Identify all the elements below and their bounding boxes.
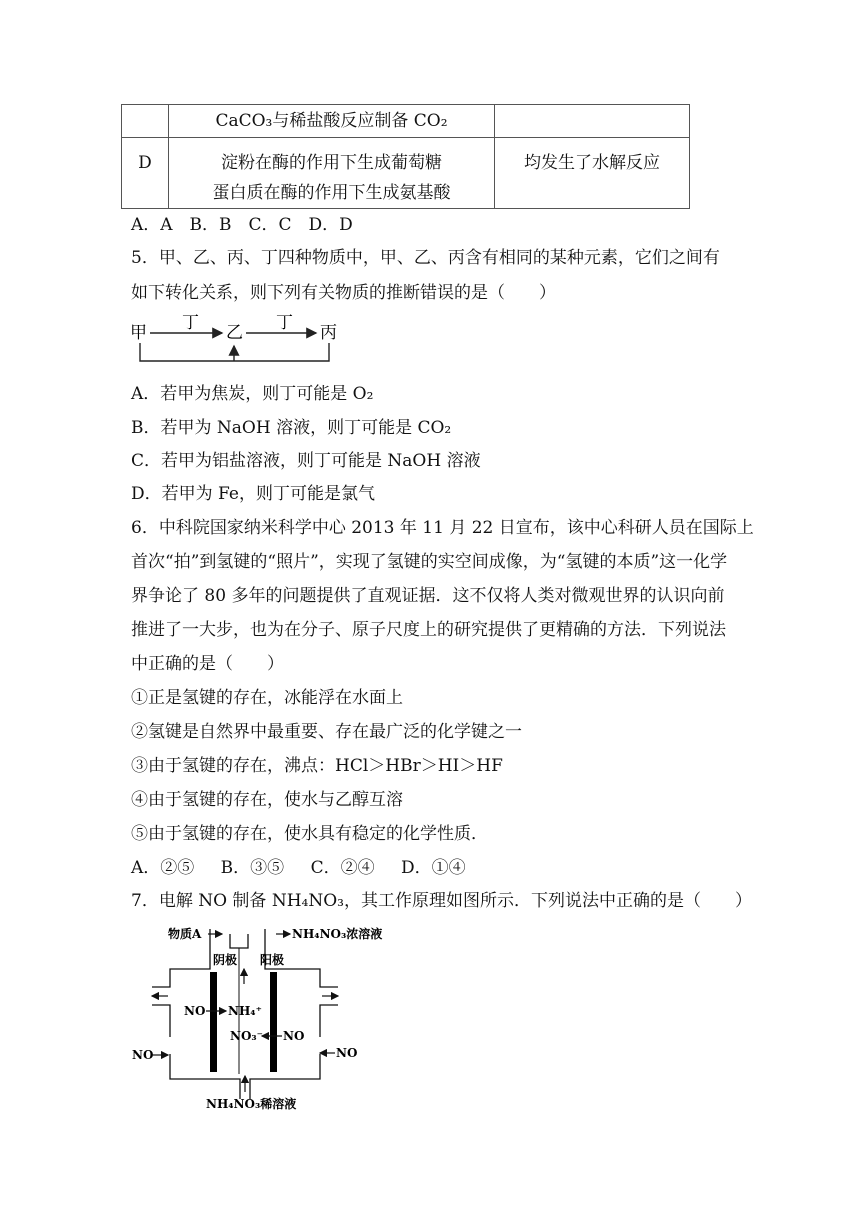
q6-stem-line: 中正确的是（ ） (131, 654, 284, 674)
q5-transformation-diagram (130, 312, 345, 372)
label-ding-2: 丁 (276, 313, 293, 333)
label-nh4: NH₄⁺ (228, 1004, 262, 1018)
q6-statement: ④由于氢键的存在，使水与乙醇互溶 (131, 790, 403, 810)
label-no-left: NO (184, 1004, 206, 1018)
label-product: NH₄NO₃浓溶液 (292, 927, 383, 941)
label-yi: 乙 (226, 323, 243, 343)
electrolysis-diagram (130, 924, 383, 1114)
q5-option-c: C．若甲为铝盐溶液，则丁可能是 NaOH 溶液 (131, 451, 481, 471)
comparison-table (121, 104, 690, 209)
table-cell: CaCO₃与稀盐酸反应制备 CO₂ (169, 105, 495, 138)
q5-option-d: D．若甲为 Fe，则丁可能是氯气 (131, 484, 375, 504)
anode-electrode (270, 972, 277, 1072)
label-ding-1: 丁 (182, 313, 199, 333)
table-cell (495, 138, 690, 209)
cathode-electrode (210, 972, 217, 1072)
q6-statement: ②氢键是自然界中最重要、存在最广泛的化学键之一 (131, 722, 522, 742)
label-no3: NO₃⁻ (230, 1029, 264, 1043)
label-no-in-right: NO (336, 1046, 358, 1060)
label-bing: 丙 (320, 323, 337, 343)
table-cell (169, 138, 495, 209)
label-feed: NH₄NO₃稀溶液 (206, 1097, 297, 1111)
cell-text (169, 138, 494, 208)
table-cell (495, 105, 690, 138)
q5-stem-line: 如下转化关系，则下列有关物质的推断错误的是（ ） (131, 283, 556, 303)
cell-text: D (138, 153, 152, 173)
q6-statement: ⑤由于氢键的存在，使水具有稳定的化学性质． (131, 824, 488, 844)
cell-line: 蛋白质在酶的作用下生成氨基酸 (212, 183, 451, 203)
q6-stem-line: 6．中科院国家纳米科学中心 2013 年 11 月 22 日宣布，该中心科研人员在国际上 (131, 518, 754, 538)
q6-options: A．②⑤ B．③⑤ C．②④ D．①④ (131, 858, 466, 878)
cell-line: 淀粉在酶的作用下生成葡萄糖 (221, 153, 442, 173)
label-cathode: 阴极 (213, 953, 238, 967)
label-no-right: NO (283, 1029, 305, 1043)
label-anode: 阳极 (260, 953, 285, 967)
table-row (122, 105, 690, 138)
table-row (122, 138, 690, 209)
q6-stem-line: 首次“拍”到氢键的“照片”，实现了氢键的实空间成像，为“氢键的本质”这一化学 (131, 552, 728, 572)
q6-statement: ①正是氢键的存在，冰能浮在水面上 (131, 688, 403, 708)
label-substance-a: 物质A (168, 927, 202, 941)
q6-stem-line: 界争论了 80 多年的问题提供了直观证据．这不仅将人类对微观世界的认识向前 (131, 586, 725, 606)
q5-option-b: B．若甲为 NaOH 溶液，则丁可能是 CO₂ (131, 418, 452, 438)
top-partition (230, 934, 248, 948)
q5-option-a: A．若甲为焦炭，则丁可能是 O₂ (131, 384, 374, 404)
label-jia: 甲 (130, 323, 147, 343)
cell-text: 均发生了水解反应 (524, 153, 660, 173)
q4-options: A．A B．B C．C D．D (131, 215, 353, 235)
q6-stem-line: 推进了一大步，也为在分子、原子尺度上的研究提供了更精确的方法．下列说法 (131, 620, 726, 640)
label-no-in-left: NO (132, 1048, 154, 1062)
table-cell (122, 105, 169, 138)
q7-stem: 7．电解 NO 制备 NH₄NO₃，其工作原理如图所示．下列说法中正确的是（ ） (131, 891, 752, 911)
table-cell (122, 138, 169, 209)
q6-statement: ③由于氢键的存在，沸点：HCl＞HBr＞HI＞HF (131, 756, 503, 776)
q5-stem-line: 5．甲、乙、丙、丁四种物质中，甲、乙、丙含有相同的某种元素，它们之间有 (131, 248, 720, 268)
